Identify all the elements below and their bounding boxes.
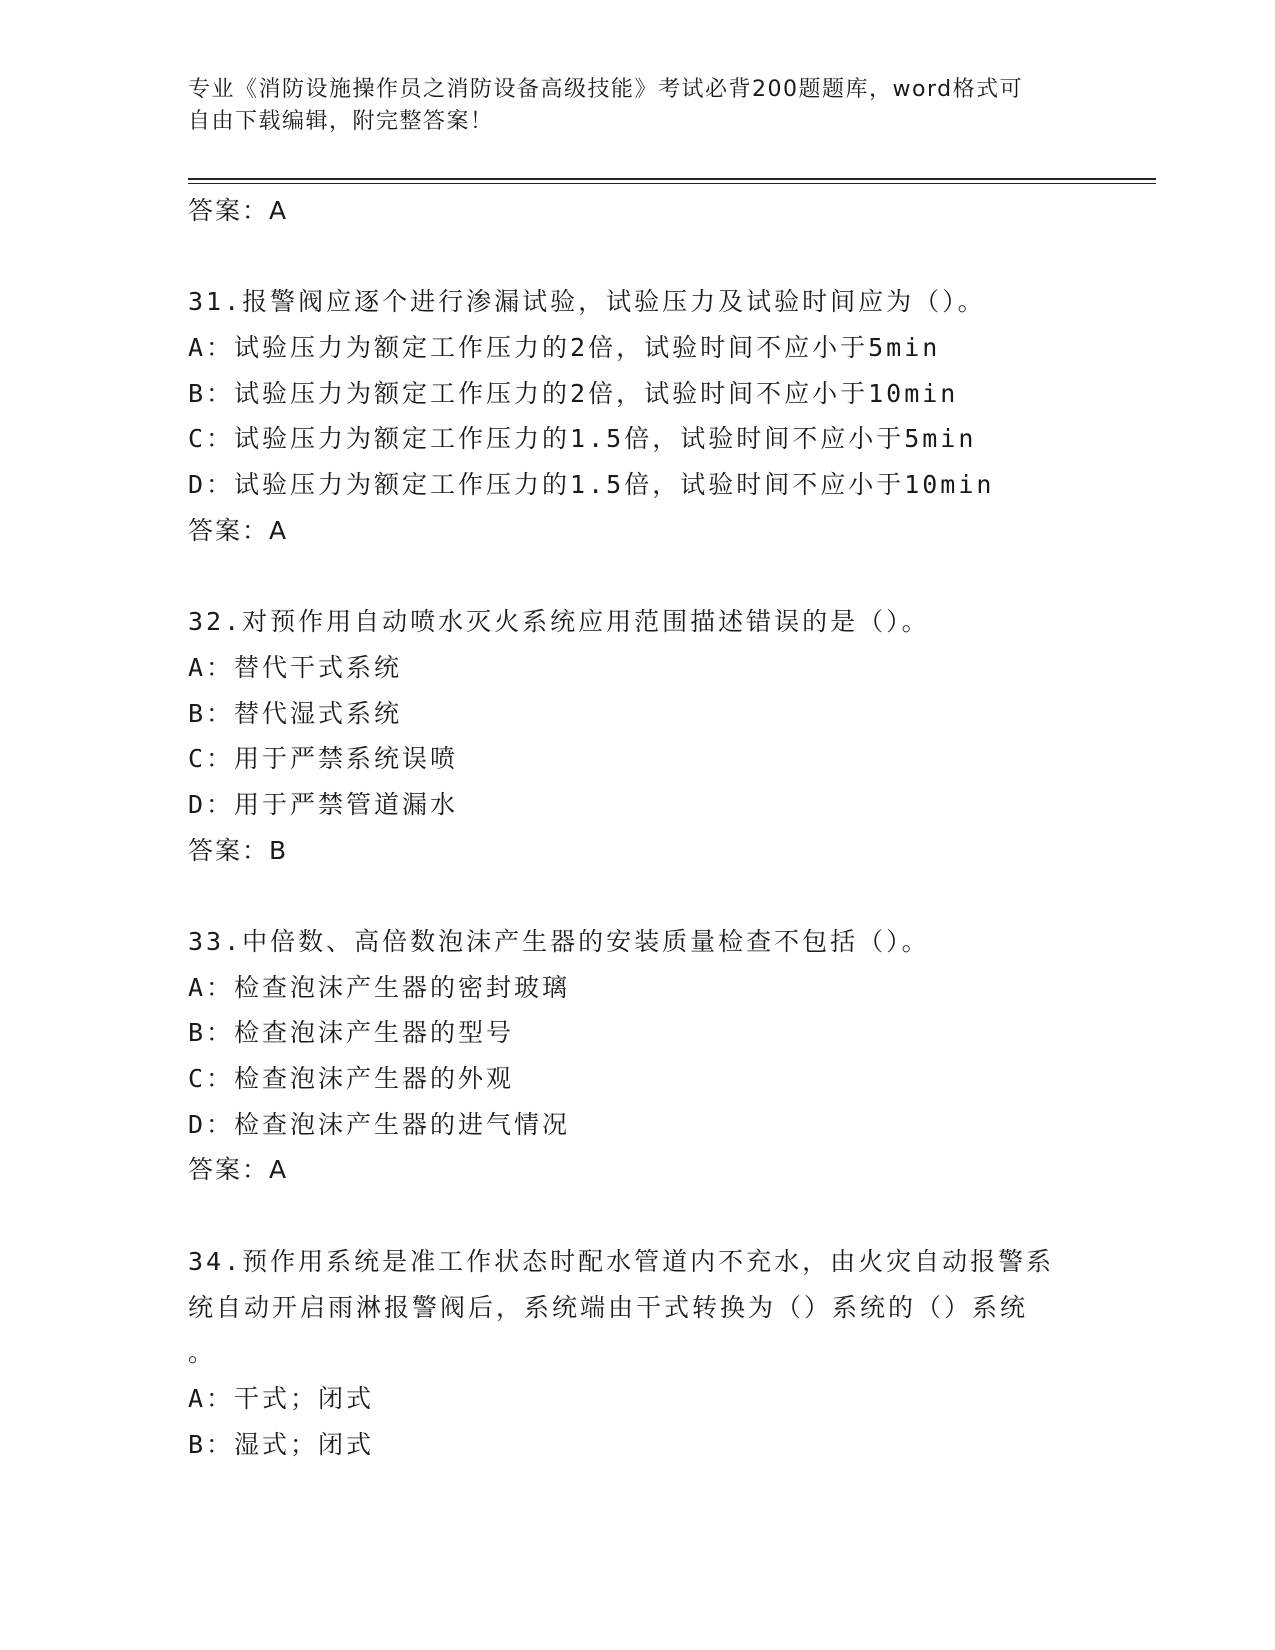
- answer-line: 答案：B: [188, 835, 289, 865]
- option-d: D：试验压力为额定工作压力的1.5倍，试验时间不应小于10min: [188, 470, 995, 500]
- option-b: B：湿式；闭式: [188, 1429, 375, 1459]
- document-header: [188, 74, 1068, 138]
- question-34: [188, 1239, 1148, 1467]
- option-b: B：替代湿式系统: [188, 698, 403, 728]
- option-c: C：检查泡沫产生器的外观: [188, 1064, 515, 1094]
- answer-line: 答案：A: [188, 1155, 289, 1185]
- question-32: [188, 599, 1148, 873]
- option-a: A：干式；闭式: [188, 1383, 375, 1413]
- option-c: C：试验压力为额定工作压力的1.5倍，试验时间不应小于5min: [188, 424, 977, 454]
- question-stem-line-1: 34.预作用系统是准工作状态时配水管道内不充水，由火灾自动报警系: [188, 1246, 1055, 1276]
- option-d: D：检查泡沫产生器的进气情况: [188, 1109, 571, 1139]
- question-33: [188, 919, 1148, 1193]
- spacer: [188, 554, 1148, 600]
- question-stem-line-2: 统自动开启雨淋报警阀后，系统端由干式转换为（）系统的（）系统: [188, 1292, 1029, 1322]
- question-stem-line-3: 。: [188, 1338, 217, 1368]
- option-d: D：用于严禁管道漏水: [188, 789, 459, 819]
- answer-line: 答案：A: [188, 515, 289, 545]
- question-31: [188, 279, 1148, 553]
- option-b: B：检查泡沫产生器的型号: [188, 1018, 515, 1048]
- answer-line: 答案：A: [188, 196, 289, 225]
- header-rule-thin: [188, 183, 1156, 184]
- spacer: [188, 1193, 1148, 1239]
- spacer: [188, 873, 1148, 919]
- option-b: B：试验压力为额定工作压力的2倍，试验时间不应小于10min: [188, 378, 959, 408]
- question-stem: 31.报警阀应逐个进行渗漏试验，试验压力及试验时间应为（）。: [188, 287, 986, 317]
- header-line-2: 自由下载编辑，附完整答案！: [188, 109, 494, 134]
- option-a: A：试验压力为额定工作压力的2倍，试验时间不应小于5min: [188, 333, 941, 363]
- question-stem: 33.中倍数、高倍数泡沫产生器的安装质量检查不包括（）。: [188, 927, 930, 956]
- option-a: A：替代干式系统: [188, 652, 403, 682]
- option-a: A：检查泡沫产生器的密封玻璃: [188, 972, 571, 1002]
- header-line-1: 专业《消防设施操作员之消防设备高级技能》考试必背200题题库，word格式可: [188, 77, 1024, 102]
- question-list: [188, 188, 1148, 1467]
- option-c: C：用于严禁系统误喷: [188, 744, 459, 774]
- question-stem: 32.对预作用自动喷水灭火系统应用范围描述错误的是（）。: [188, 607, 930, 637]
- spacer: [188, 234, 1148, 280]
- header-rule: [188, 178, 1156, 180]
